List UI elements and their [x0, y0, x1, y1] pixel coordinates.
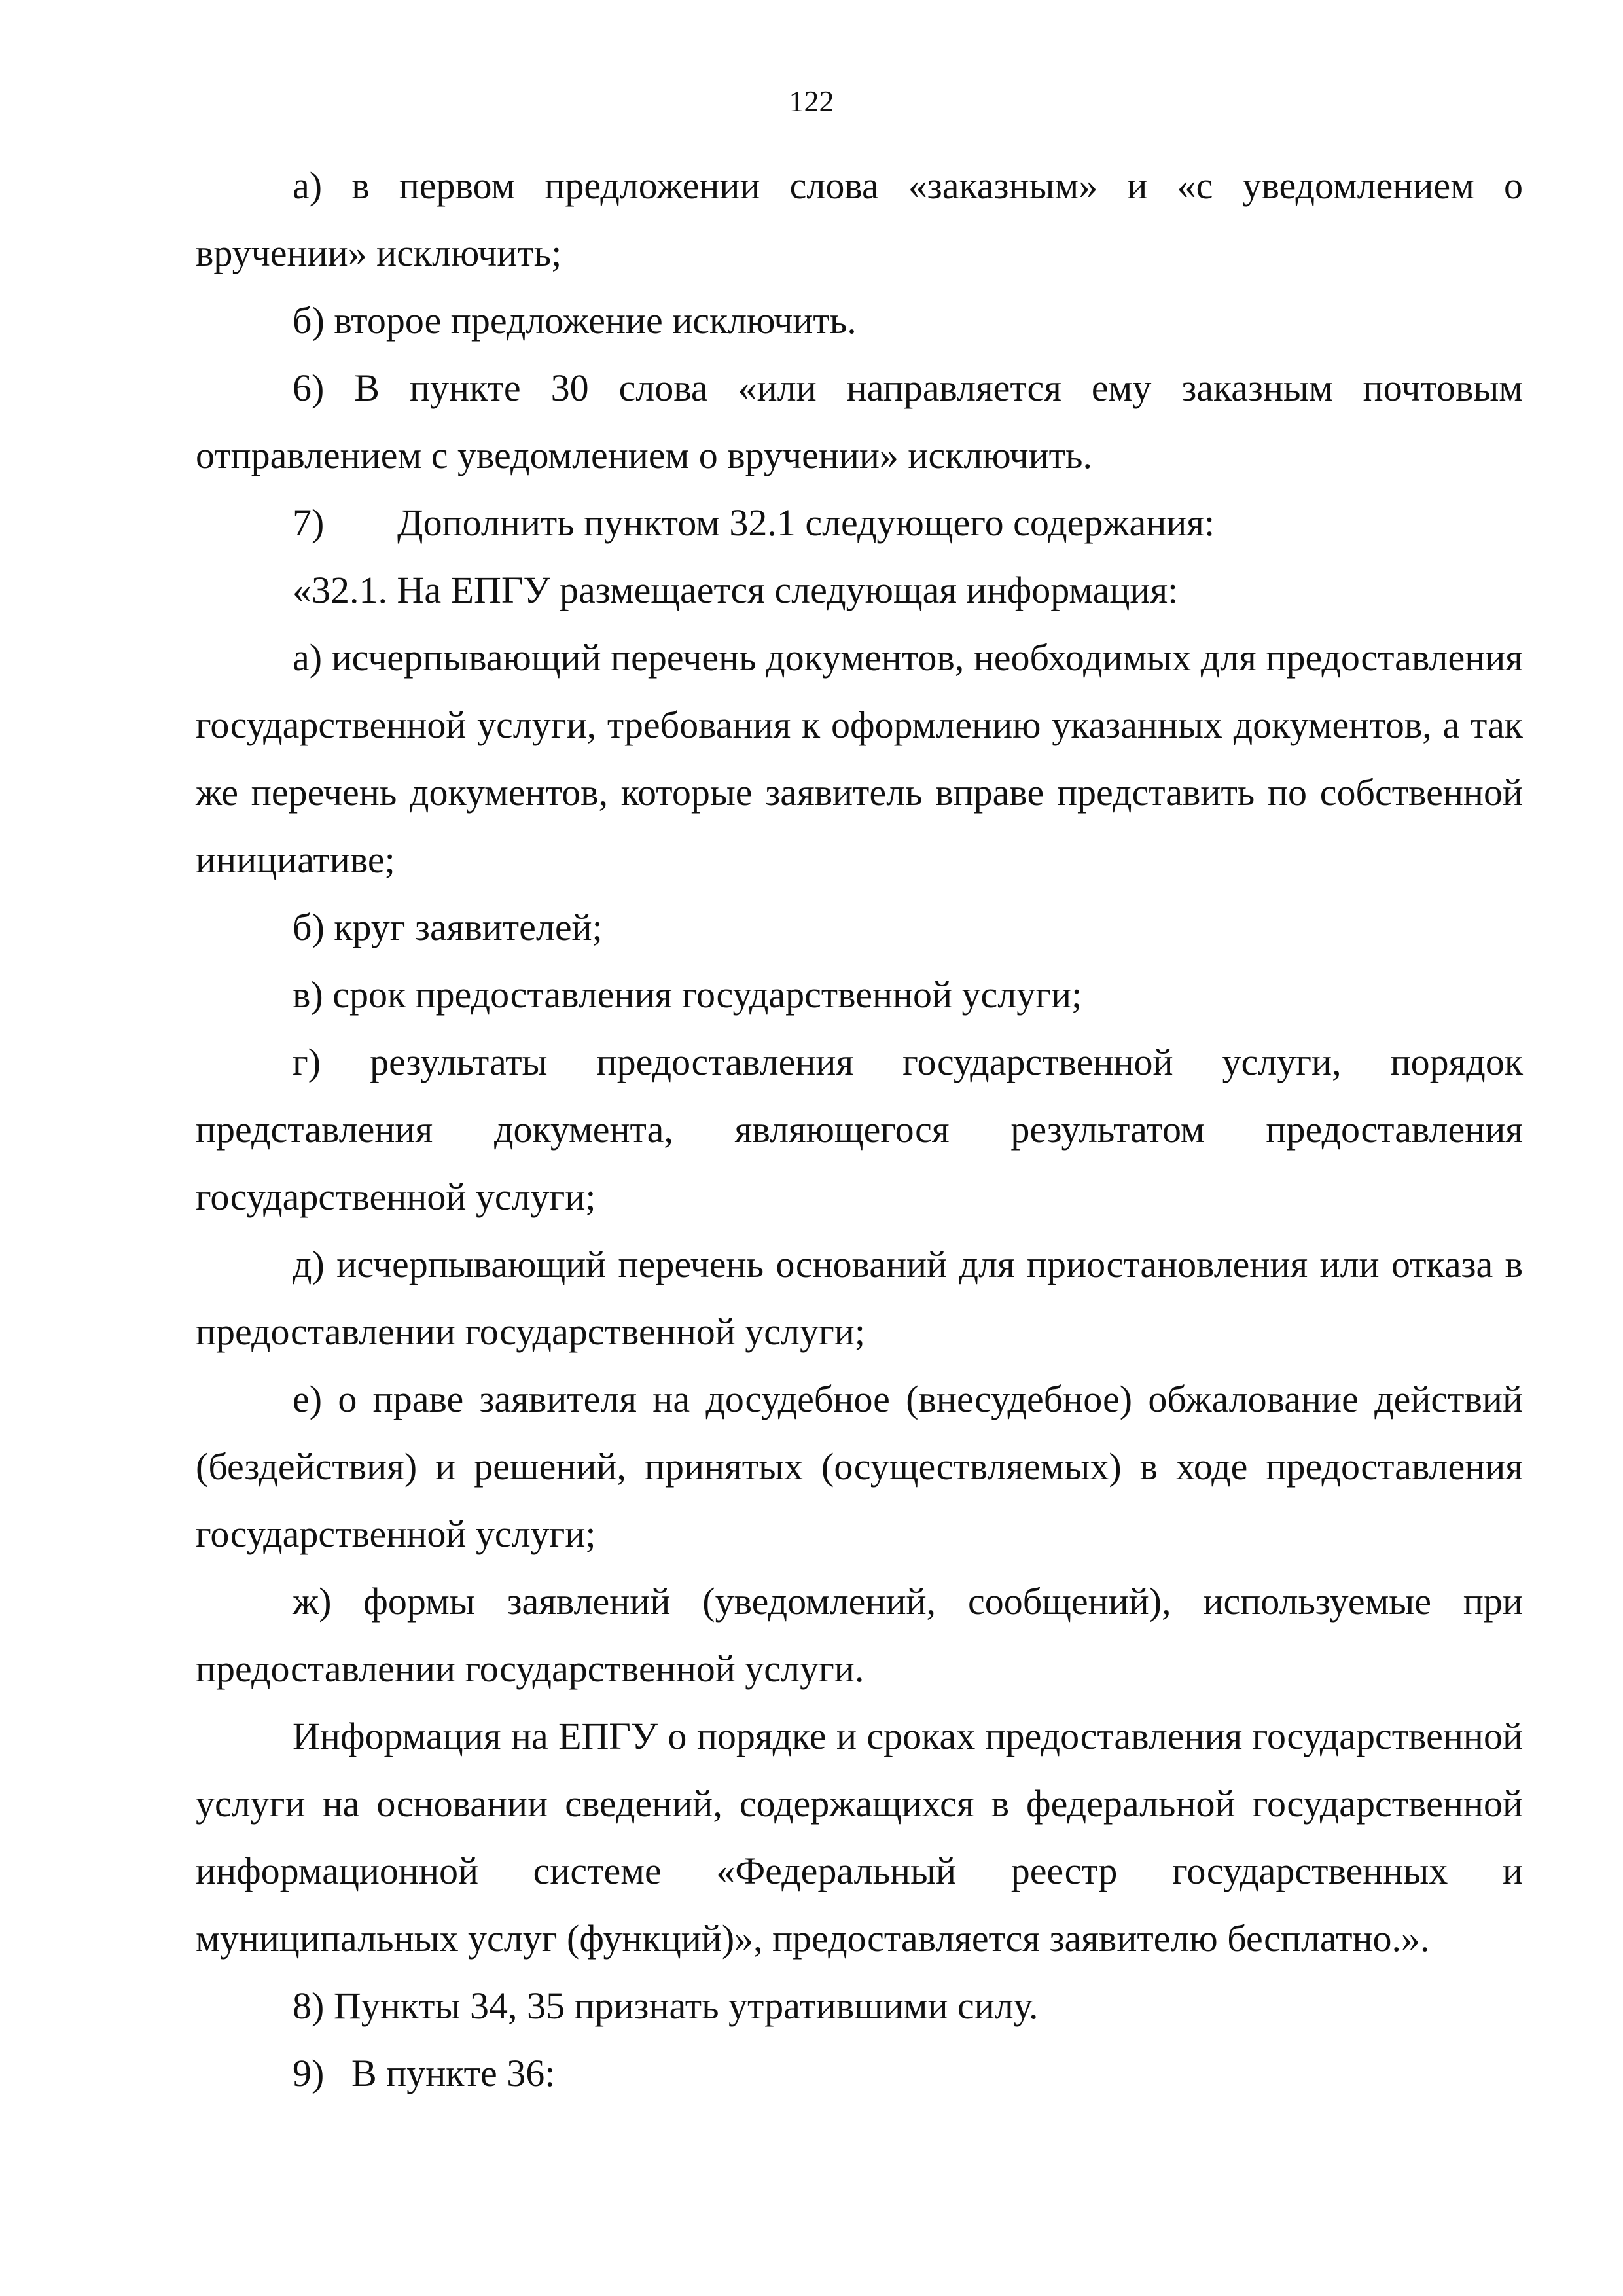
paragraph-item-6: 6) В пункте 30 слова «или направляется ему заказным почтовым отправлением с уведомлением о вручении» исключить.	[196, 367, 1523, 476]
paragraph-32-1-d: д) исчерпывающий перечень оснований для приостановления или отказа в предоставлении государственной услуги;	[196, 1243, 1523, 1353]
paragraph-32-1-g: г) результаты предоставления государственной услуги, порядок представления документа, являющегося результатом предоставления государственной услуги;	[196, 1041, 1523, 1218]
paragraph-b-second: б) второе предложение исключить.	[293, 299, 857, 342]
paragraph-32-1-zh: ж) формы заявлений (уведомлений, сообщений), используемые при предоставлении государственной услуги.	[196, 1580, 1523, 1690]
item-9-text: В пункте 36:	[351, 2052, 556, 2094]
item-7-label: 7)	[293, 501, 325, 544]
paragraph-32-1-b: б) круг заявителей;	[293, 906, 603, 948]
paragraph-32-1-a: а) исчерпывающий перечень документов, необходимых для предоставления государственной услуги, требования к оформлению указанных документов, а так же перечень документов, которые заявитель вправе представить по собственной инициативе;	[196, 636, 1523, 881]
document-body	[196, 152, 1523, 2107]
item-7-text: Дополнить пунктом 32.1 следующего содержания:	[397, 501, 1215, 544]
paragraph-32-1-e: е) о праве заявителя на досудебное (внесудебное) обжалование действий (бездействия) и решений, принятых (осуществляемых) в ходе предоставления государственной услуги;	[196, 1378, 1523, 1555]
paragraph-item-7	[196, 489, 1523, 556]
page-number: 122	[789, 84, 834, 118]
paragraph-32-1-heading: «32.1. На ЕПГУ размещается следующая информация:	[293, 569, 1179, 611]
paragraph-item-9	[196, 2039, 1523, 2107]
paragraph-32-1-v: в) срок предоставления государственной услуги;	[293, 973, 1082, 1016]
paragraph-item-8: 8) Пункты 34, 35 признать утратившими силу.	[293, 1984, 1039, 2027]
paragraph-information-epgu: Информация на ЕПГУ о порядке и сроках предоставления государственной услуги на основании сведений, содержащихся в федеральной государственной информационной системе «Федеральный реестр государственных и муниципальных услуг (функций)», предоставляется заявителю бесплатно.».	[196, 1715, 1523, 1960]
paragraph-a-first: а) в первом предложении слова «заказным» и «с уведомлением о вручении» исключить;	[196, 164, 1523, 274]
item-9-label: 9)	[293, 2052, 325, 2094]
